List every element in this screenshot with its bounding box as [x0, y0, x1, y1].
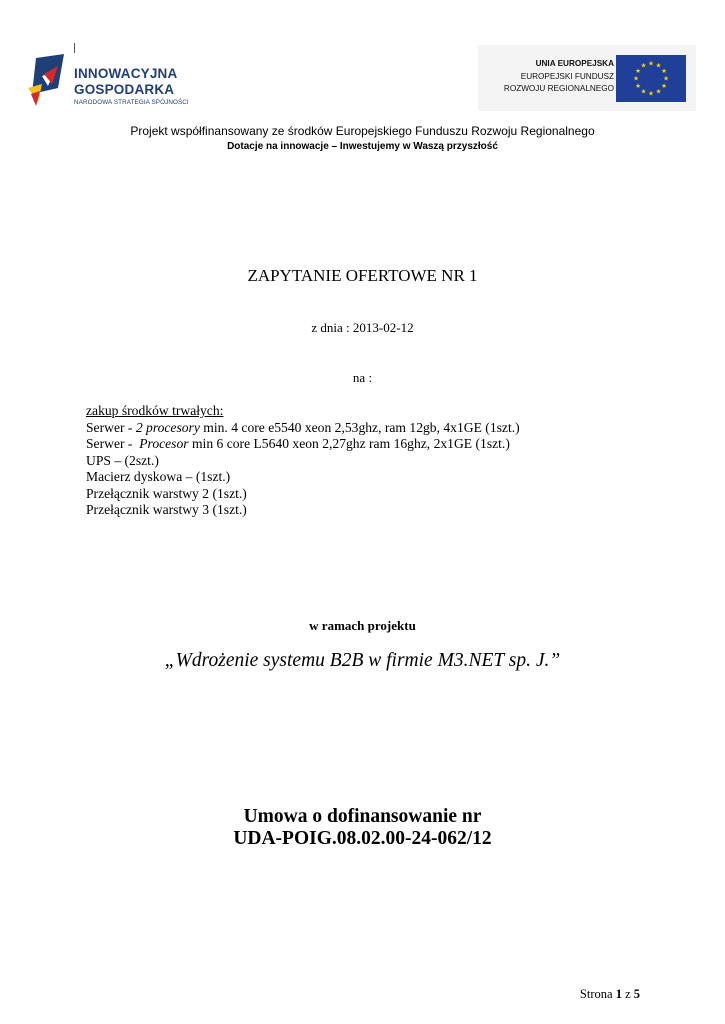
- document-title: ZAPYTANIE OFERTOWE NR 1: [247, 266, 478, 285]
- list-item: Przełącznik warstwy 2 (1szt.): [86, 485, 247, 501]
- eu-star-icon: ★: [663, 74, 669, 83]
- page-number: Strona 1 z 5: [579, 987, 640, 1001]
- eu-logo: [478, 45, 696, 111]
- eu-star-icon: ★: [633, 74, 639, 83]
- list-item: Serwer - Procesor min 6 core L5640 xeon 2,27ghz ram 16ghz, 2x1GE (1szt.): [86, 436, 510, 451]
- eu-star-icon: ★: [635, 82, 641, 91]
- list-item: Macierz dyskowa – (1szt.): [86, 469, 231, 484]
- ig-logo-line2: GOSPODARKA: [74, 82, 175, 97]
- eu-star-icon: ★: [640, 87, 647, 96]
- list-item: Serwer - 2 procesory min. 4 core e5540 xeon 2,53ghz, ram 12gb, 4x1GE (1szt.): [86, 419, 520, 435]
- eu-star-icon: ★: [655, 61, 662, 70]
- document-date: z dnia : 2013-02-12: [311, 320, 414, 335]
- eu-flag-icon: [616, 55, 686, 102]
- list-item: Przełącznik warstwy 3 (1szt.): [86, 502, 247, 517]
- eu-star-icon: ★: [661, 67, 667, 76]
- eu-star-icon: ★: [655, 87, 662, 96]
- eu-star-icon: ★: [661, 82, 667, 91]
- eu-star-icon: ★: [648, 89, 654, 98]
- ig-flag-icon: [28, 54, 70, 106]
- list-item: UPS – (2szt.): [86, 452, 159, 468]
- innowacyjna-gospodarka-logo: [28, 52, 203, 112]
- agreement-number: UDA-POIG.08.02.00-24-062/12: [233, 828, 492, 849]
- purchase-heading: zakup środków trwałych:: [86, 403, 224, 418]
- purchase-list: [86, 403, 520, 519]
- slogan: Dotacje na innowacje – Inwestujemy w Waszą przyszłość: [227, 141, 498, 152]
- eu-logo-line3: ROZWOJU REGIONALNEGO: [503, 84, 614, 93]
- co-financing-note: Projekt współfinansowany ze środków Europejskiego Funduszu Rozwoju Regionalnego: [130, 124, 595, 138]
- agreement-line1: Umowa o dofinansowanie nr: [243, 806, 482, 827]
- eu-logo-line2: EUROPEJSKI FUNDUSZ: [520, 72, 614, 81]
- na-label: na :: [352, 370, 373, 385]
- project-name: „Wdrożenie systemu B2B w firmie M3.NET sp. J.”: [164, 650, 561, 671]
- eu-star-icon: ★: [635, 67, 641, 76]
- within-project-label: w ramach projektu: [309, 618, 416, 633]
- ig-logo-line3: NARODOWA STRATEGIA SPÓJNOŚCI: [74, 99, 189, 106]
- eu-star-icon: ★: [648, 59, 654, 68]
- eu-star-icon: ★: [640, 61, 647, 70]
- ig-logo-line1: INNOWACYJNA: [74, 66, 178, 81]
- eu-logo-line1: UNIA EUROPEJSKA: [535, 59, 614, 68]
